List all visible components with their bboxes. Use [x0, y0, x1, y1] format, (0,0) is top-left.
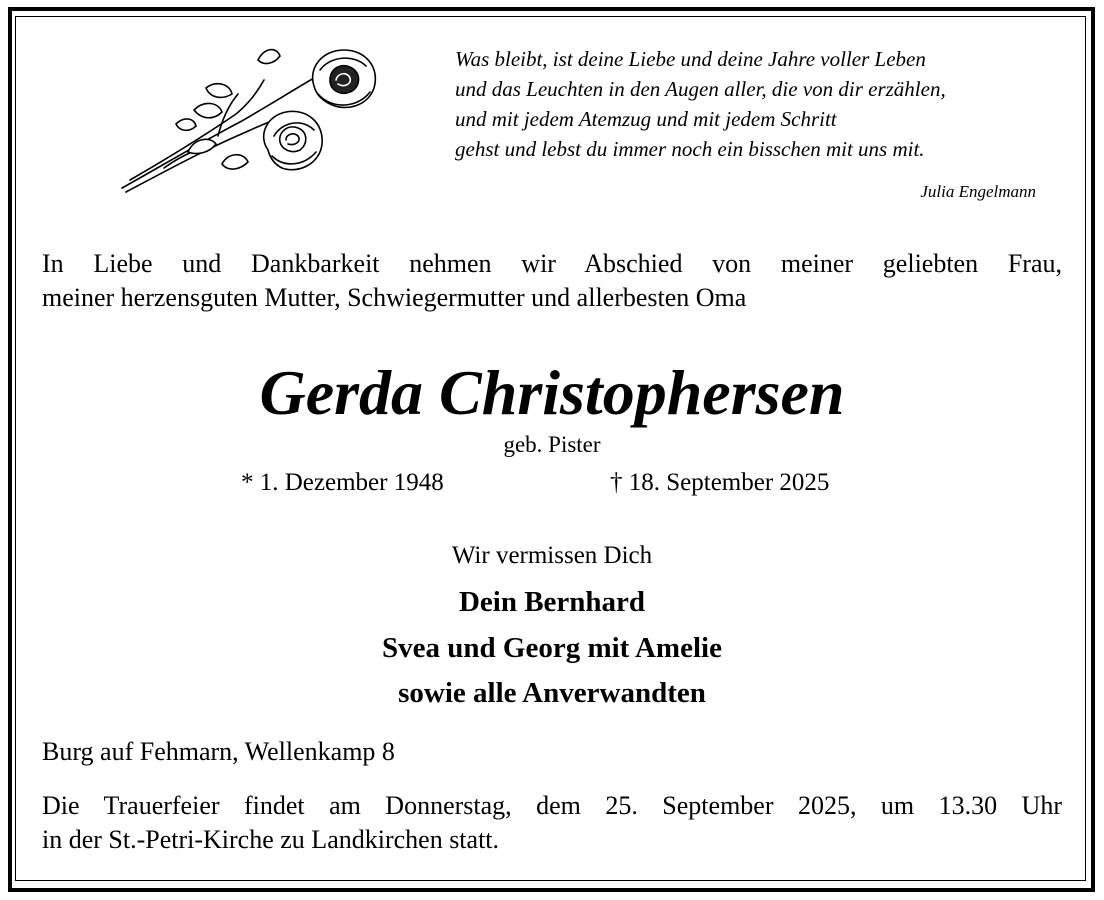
poem-line: und mit jedem Atemzug und mit jedem Schritt [455, 107, 837, 131]
intro-line-2: meiner herzensguten Mutter, Schwiegermutter und allerbesten Oma [42, 283, 747, 312]
funeral-info [42, 789, 1062, 857]
poem-line: und das Leuchten in den Augen aller, die von dir erzählen, [455, 77, 946, 101]
intro-line-1: In Liebe und Dankbarkeit nehmen wir Abschied von meiner geliebten Frau, [42, 249, 1062, 278]
death-date: † 18. September 2025 [610, 469, 830, 496]
roses-illustration [118, 40, 390, 200]
birth-date: * 1. Dezember 1948 [241, 469, 444, 496]
address: Burg auf Fehmarn, Wellenkamp 8 [42, 737, 395, 766]
mourner-line: Svea und Georg mit Amelie [382, 632, 722, 664]
funeral-line-1: Die Trauerfeier findet am Donnerstag, dem 25. September 2025, um 13.30 Uhr [42, 791, 1062, 820]
funeral-line-2: in der St.-Petri-Kirche zu Landkirchen statt. [42, 825, 500, 854]
mourner-line: Dein Bernhard [458, 586, 646, 618]
intro-text [42, 247, 1062, 315]
poem-line: gehst und lebst du immer noch ein bisschen mit uns mit. [455, 137, 925, 161]
poem-line: Was bleibt, ist deine Liebe und deine Jahre voller Leben [455, 47, 926, 71]
deceased-name: Gerda Christophersen [259, 357, 845, 428]
mourners-intro: Wir vermissen Dich [451, 542, 653, 569]
poem-author: Julia Engelmann [920, 182, 1036, 201]
mourner-line: sowie alle Anverwandten [398, 677, 706, 709]
poem [455, 44, 1065, 164]
maiden-name: geb. Pister [503, 432, 601, 457]
